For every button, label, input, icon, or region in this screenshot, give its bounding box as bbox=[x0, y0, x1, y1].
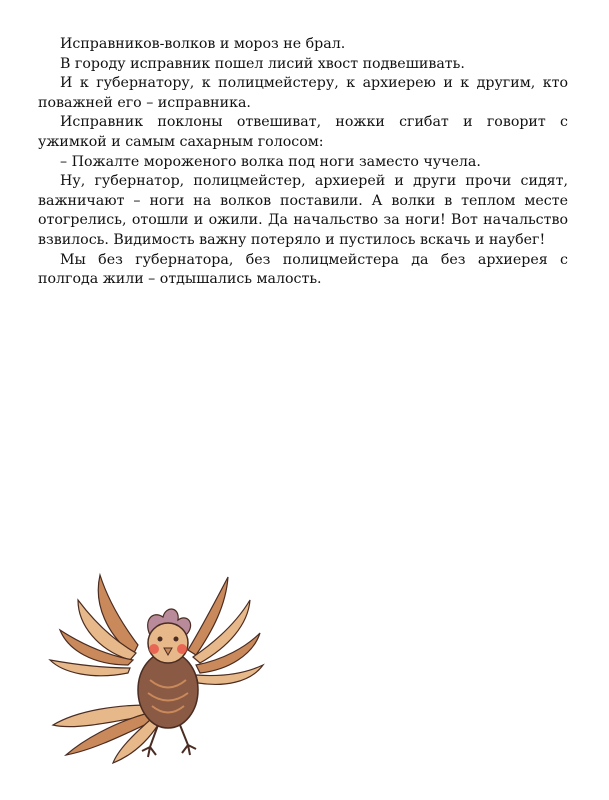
paragraph: Ну, губернатор, полицмейстер, архиерей и други прочи сидят, важничают – ноги на волков поставили. А волки в теплом месте отогрелись, отошли и ожили. Да начальство за ноги! Вот начальство взвилось. Видимость важну потеряло и пустилось вскачь и наубег! bbox=[38, 173, 568, 248]
left-wing bbox=[50, 575, 138, 676]
paragraph: – Пожалте мороженого волка под ноги заместо чучела. bbox=[60, 153, 481, 170]
cheek bbox=[177, 644, 187, 654]
firebird-illustration bbox=[38, 565, 268, 765]
paragraph: Исправник поклоны отвешиват, ножки сгибат и говорит с ужимкой и самым сахарным голосом: bbox=[38, 114, 568, 150]
bird-head bbox=[148, 623, 188, 663]
tail bbox=[53, 705, 158, 763]
paragraph: Мы без губернатора, без полицмейстера да без архиерея с полгода жили – отдышались малость. bbox=[38, 251, 568, 288]
paragraph: Исправников-волков и мороз не брал. bbox=[60, 36, 346, 52]
paragraph: В городу исправник пошел лисий хвост подвешивать. bbox=[60, 55, 465, 72]
cheek bbox=[149, 644, 159, 654]
story-text bbox=[38, 35, 568, 290]
paragraph: И к губернатору, к полицмейстеру, к архиерею и к другим, кто поважней его – исправника. bbox=[38, 75, 568, 111]
right-wing bbox=[188, 577, 263, 684]
